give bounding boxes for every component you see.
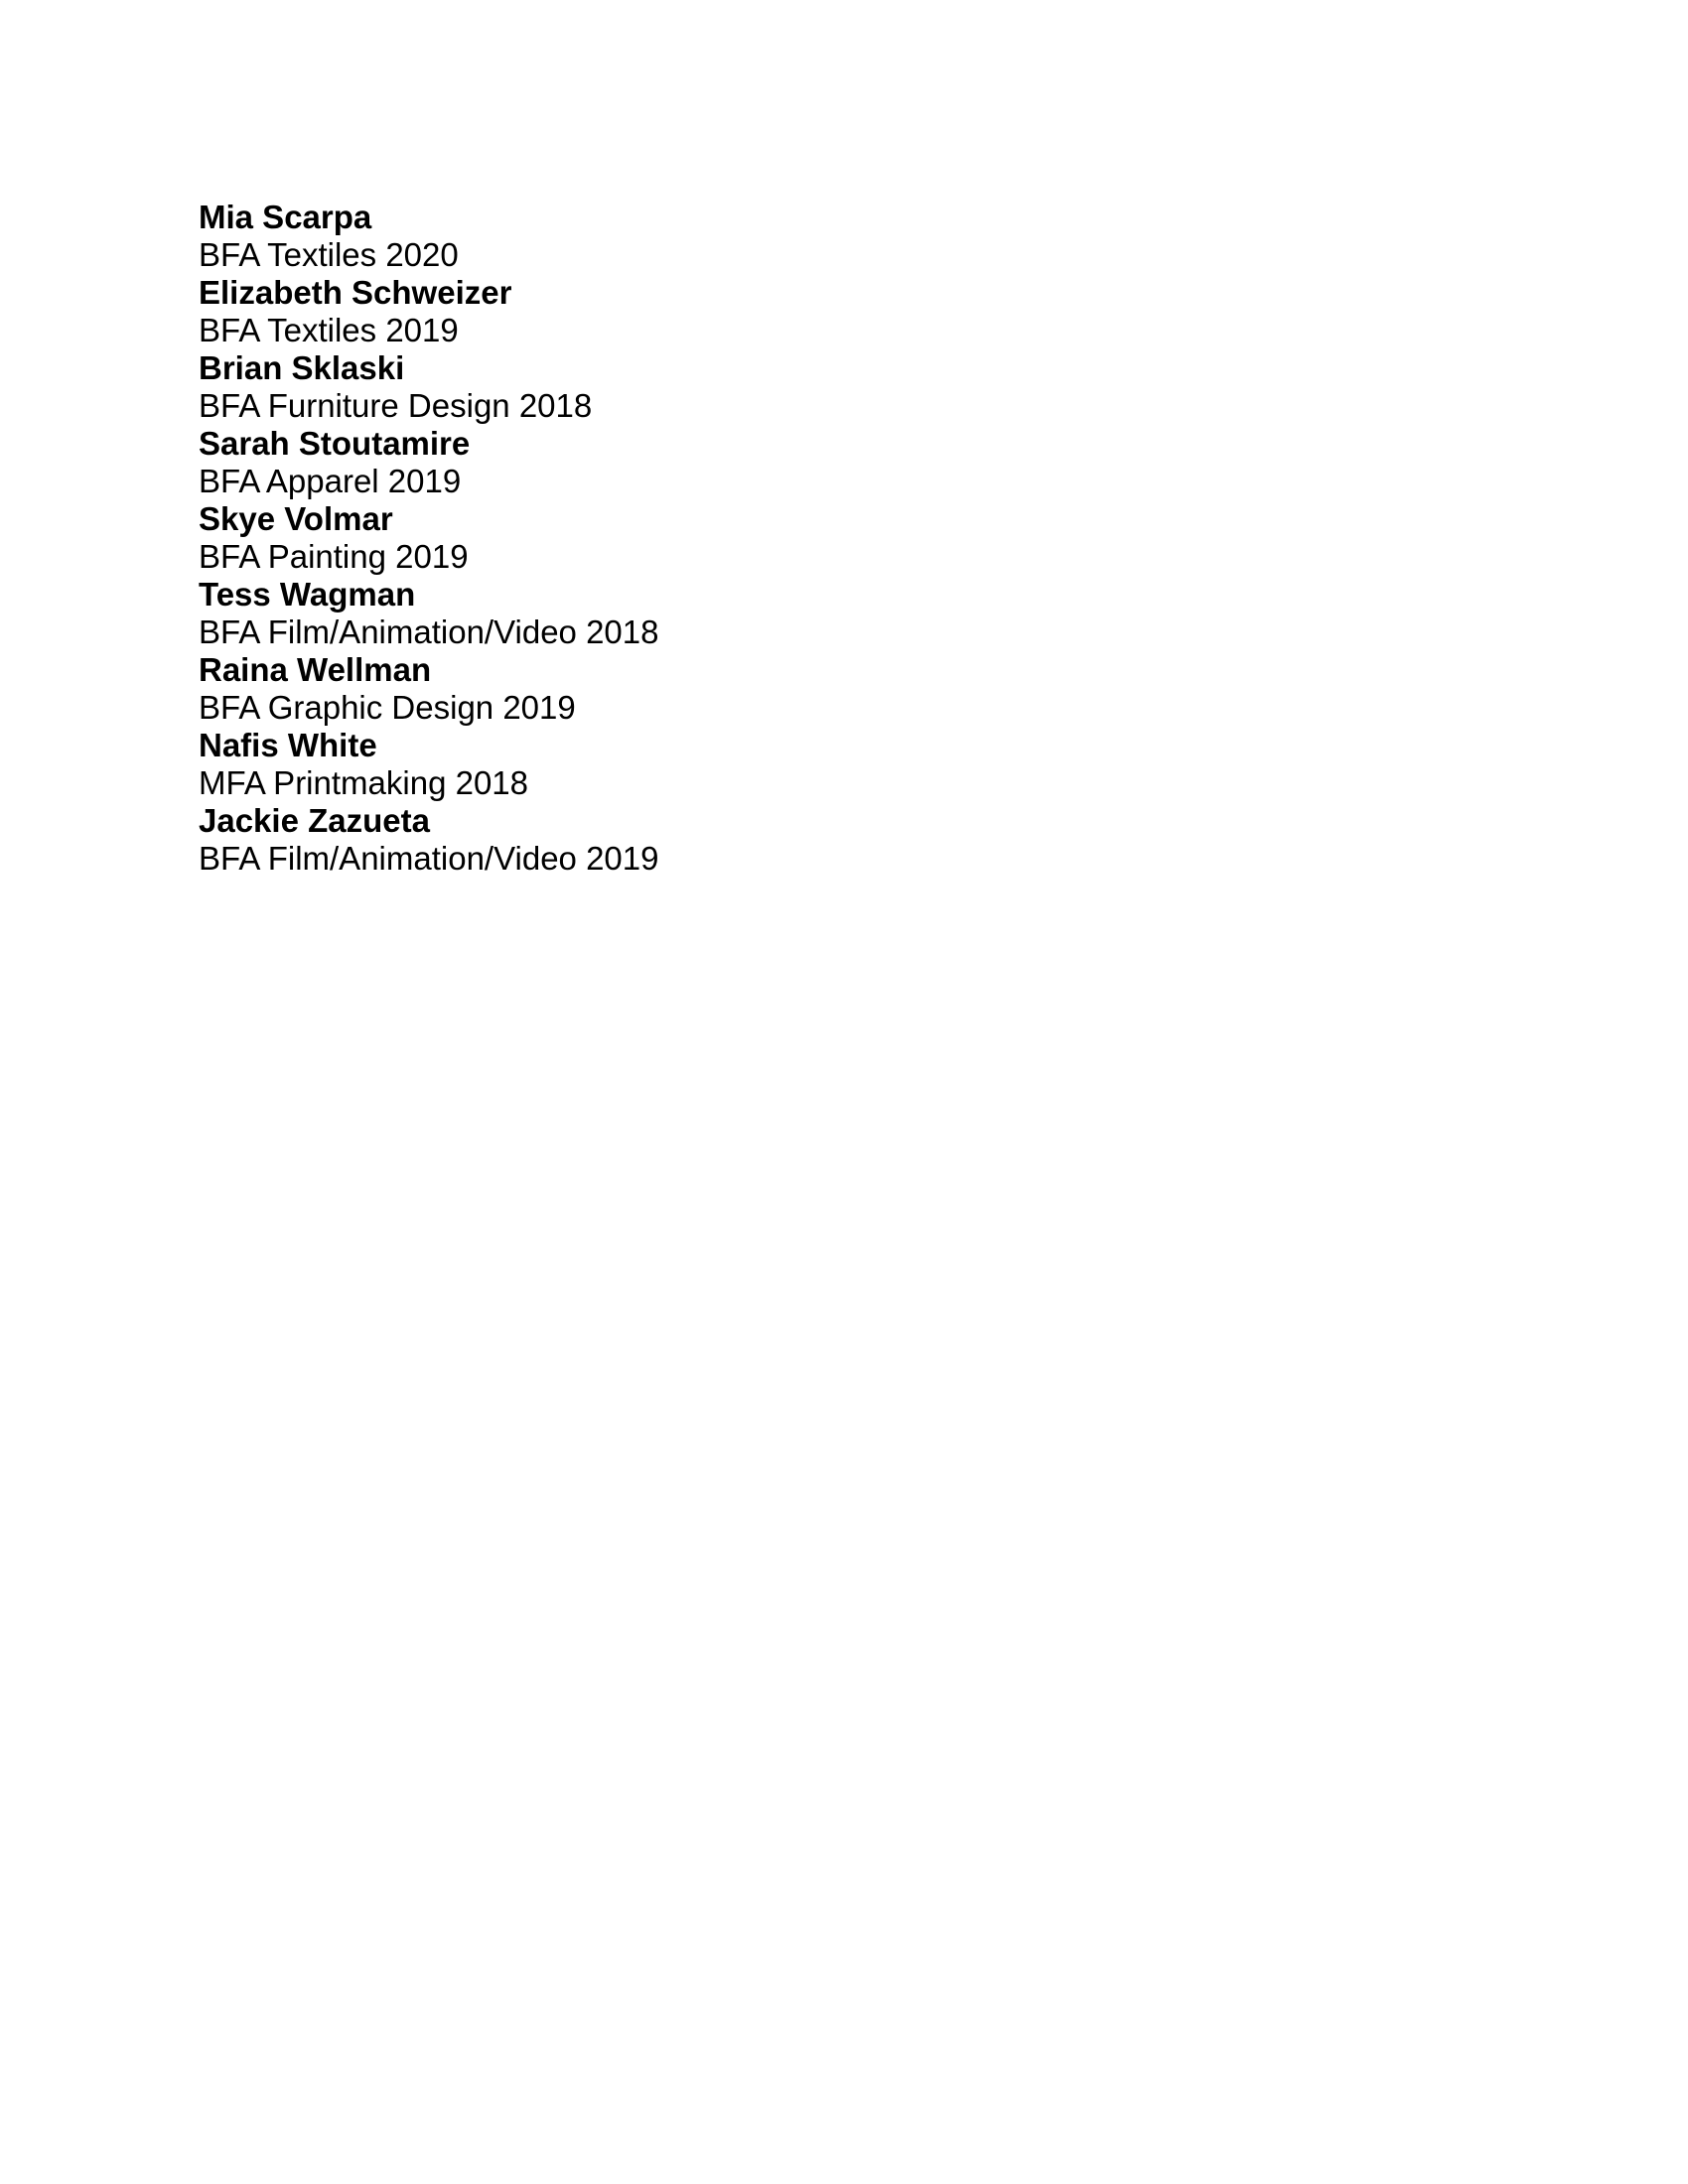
student-name: Raina Wellman bbox=[199, 651, 432, 688]
student-name: Mia Scarpa bbox=[199, 199, 372, 235]
student-program: BFA Furniture Design 2018 bbox=[199, 387, 593, 424]
student-name: Elizabeth Schweizer bbox=[199, 274, 512, 311]
student-program: BFA Film/Animation/Video 2018 bbox=[199, 614, 659, 650]
roster-entry bbox=[199, 274, 658, 349]
roster-entry bbox=[199, 727, 658, 802]
student-program: BFA Apparel 2019 bbox=[199, 463, 462, 499]
roster-entry bbox=[199, 349, 658, 425]
student-program: BFA Textiles 2020 bbox=[199, 236, 459, 273]
student-name: Jackie Zazueta bbox=[199, 802, 430, 839]
roster-entry bbox=[199, 425, 658, 500]
student-roster bbox=[199, 199, 658, 878]
roster-entry bbox=[199, 576, 658, 651]
roster-entry bbox=[199, 500, 658, 576]
student-name: Skye Volmar bbox=[199, 500, 393, 537]
student-program: BFA Film/Animation/Video 2019 bbox=[199, 840, 659, 877]
student-program: BFA Textiles 2019 bbox=[199, 312, 459, 348]
roster-entry bbox=[199, 802, 658, 878]
student-program: BFA Painting 2019 bbox=[199, 538, 469, 575]
roster-entry bbox=[199, 651, 658, 727]
student-program: MFA Printmaking 2018 bbox=[199, 764, 528, 801]
student-program: BFA Graphic Design 2019 bbox=[199, 689, 576, 726]
student-name: Brian Sklaski bbox=[199, 349, 405, 386]
roster-entry bbox=[199, 199, 658, 274]
student-name: Sarah Stoutamire bbox=[199, 425, 471, 462]
student-name: Tess Wagman bbox=[199, 576, 416, 613]
student-name: Nafis White bbox=[199, 727, 377, 763]
